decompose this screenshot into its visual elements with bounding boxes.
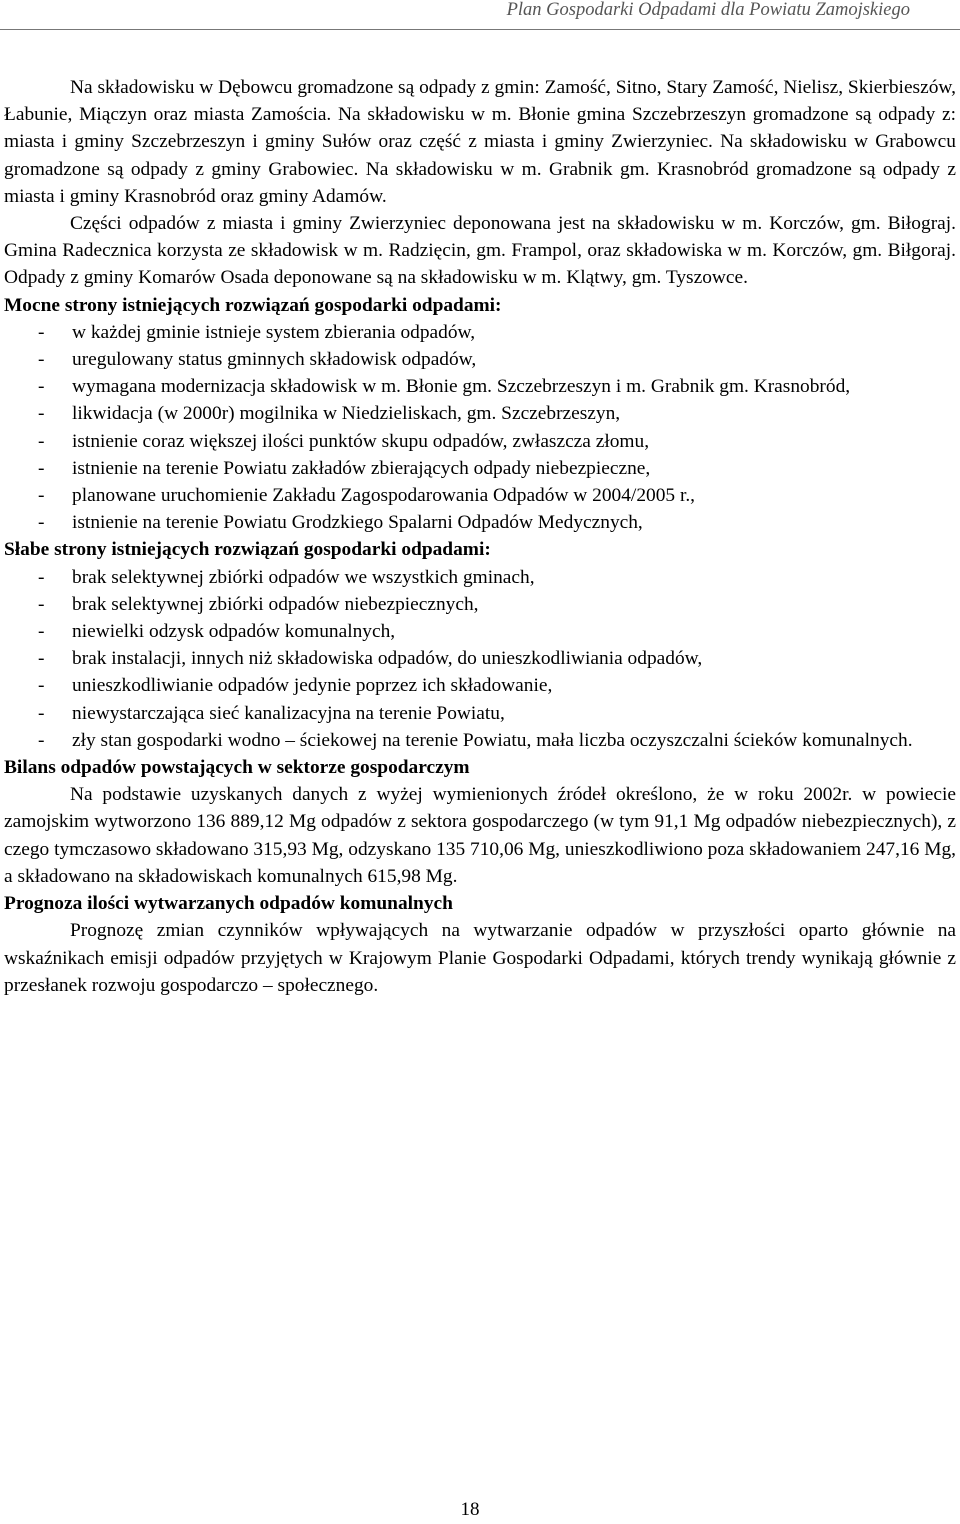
header-title: Plan Gospodarki Odpadami dla Powiatu Zamojskiego [506, 0, 910, 20]
list-item: - uregulowany status gminnych składowisk odpadów, [38, 349, 477, 371]
paragraph-landfills: Na składowisku w Dębowcu gromadzone są odpady z gmin: Zamość, Sitno, Stary Zamość, Nielisz, Skierbieszów, Łabunie, Miączyn oraz miasta Zamościa. Na składowisku w m. Błonie gmina Szczebrzeszyn gromadzone są odpady z: miasta i gminy Szczebrzeszyn i gminy Sułów oraz część z miasta i gminy Zwierzyniec. Na składowisku w Grabowcu gromadzone są odpady z gminy Grabowiec. Na składowisku w m. Grabnik gm. Krasnobród gromadzone są odpady z miasta i gminy Krasnobród oraz gminy Adamów. [4, 77, 956, 207]
list-item: - zły stan gospodarki wodno – ściekowej na terenie Powiatu, mała liczba oczyszczalni ścieków komunalnych. [38, 729, 913, 751]
list-item: - brak instalacji, innych niż składowiska odpadów, do unieszkodliwiania odpadów, [38, 648, 703, 670]
page-header [0, 0, 960, 30]
bilans-heading: Bilans odpadów powstających w sektorze gospodarczym [4, 757, 470, 779]
list-item: - planowane uruchomienie Zakładu Zagospodarowania Odpadów w 2004/2005 r., [38, 485, 696, 507]
prognoza-paragraph: Prognozę zmian czynników wpływających na wytwarzanie odpadów w przyszłości oparto głównie na wskaźnikach emisji odpadów przyjętych w Krajowym Planie Gospodarki Odpadami, których trendy wynikają głównie z przesłanek rozwoju gospodarczo – społecznego. [4, 920, 956, 996]
list-item: - brak selektywnej zbiórki odpadów niebezpiecznych, [38, 593, 479, 615]
list-item: - brak selektywnej zbiórki odpadów we wszystkich gminach, [38, 566, 535, 588]
list-item: - likwidacja (w 2000r) mogilnika w Niedzieliskach, gm. Szczebrzeszyn, [38, 403, 621, 425]
strengths-heading: Mocne strony istniejących rozwiązań gospodarki odpadami: [4, 294, 502, 316]
list-item: - wymagana modernizacja składowisk w m. Błonie gm. Szczebrzeszyn i m. Grabnik gm. Krasnobród, [38, 376, 851, 398]
bilans-paragraph: Na podstawie uzyskanych danych z wyżej wymienionych źródeł określono, że w roku 2002r. w powiecie zamojskim wytworzono 136 889,12 Mg odpadów z sektora gospodarczego (w tym 91,1 Mg odpadów niebezpiecznych), z czego tymczasowo składowano 315,93 Mg, odzyskano 135 710,06 Mg, unieszkodliwiono poza składowaniem 247,16 Mg, a składowano na składowiskach komunalnych 615,98 Mg. [4, 784, 956, 887]
header-rule [0, 29, 960, 30]
paragraph-deposits: Części odpadów z miasta i gminy Zwierzyniec deponowana jest na składowisku w m. Korczów, gm. Biłograj. Gmina Radecznica korzysta ze składowisk w m. Radzięcin, gm. Frampol, oraz składowiska w m. Korczów, gm. Biłgoraj. Odpady z gminy Komarów Osada deponowane są na składowisku w m. Klątwy, gm. Tyszowce. [4, 213, 956, 289]
list-item: - niewielki odzysk odpadów komunalnych, [38, 621, 396, 643]
list-item: - unieszkodliwianie odpadów jedynie poprzez ich składowanie, [38, 675, 553, 697]
strengths-list [4, 319, 956, 537]
weaknesses-list [4, 564, 956, 754]
weaknesses-heading: Słabe strony istniejących rozwiązań gospodarki odpadami: [4, 539, 491, 561]
list-item: - istnienie na terenie Powiatu zakładów zbierających odpady niebezpieczne, [38, 457, 651, 479]
list-item: - w każdej gminie istnieje system zbierania odpadów, [38, 321, 476, 343]
list-item: - niewystarczająca sieć kanalizacyjna na terenie Powiatu, [38, 702, 505, 724]
prognoza-heading: Prognoza ilości wytwarzanych odpadów komunalnych [4, 893, 453, 915]
page-number: 18 [460, 1499, 480, 1520]
list-item: - istnienie coraz większej ilości punktów skupu odpadów, zwłaszcza złomu, [38, 430, 650, 452]
list-item: - istnienie na terenie Powiatu Grodzkiego Spalarni Odpadów Medycznych, [38, 512, 643, 534]
page-content [4, 74, 956, 999]
